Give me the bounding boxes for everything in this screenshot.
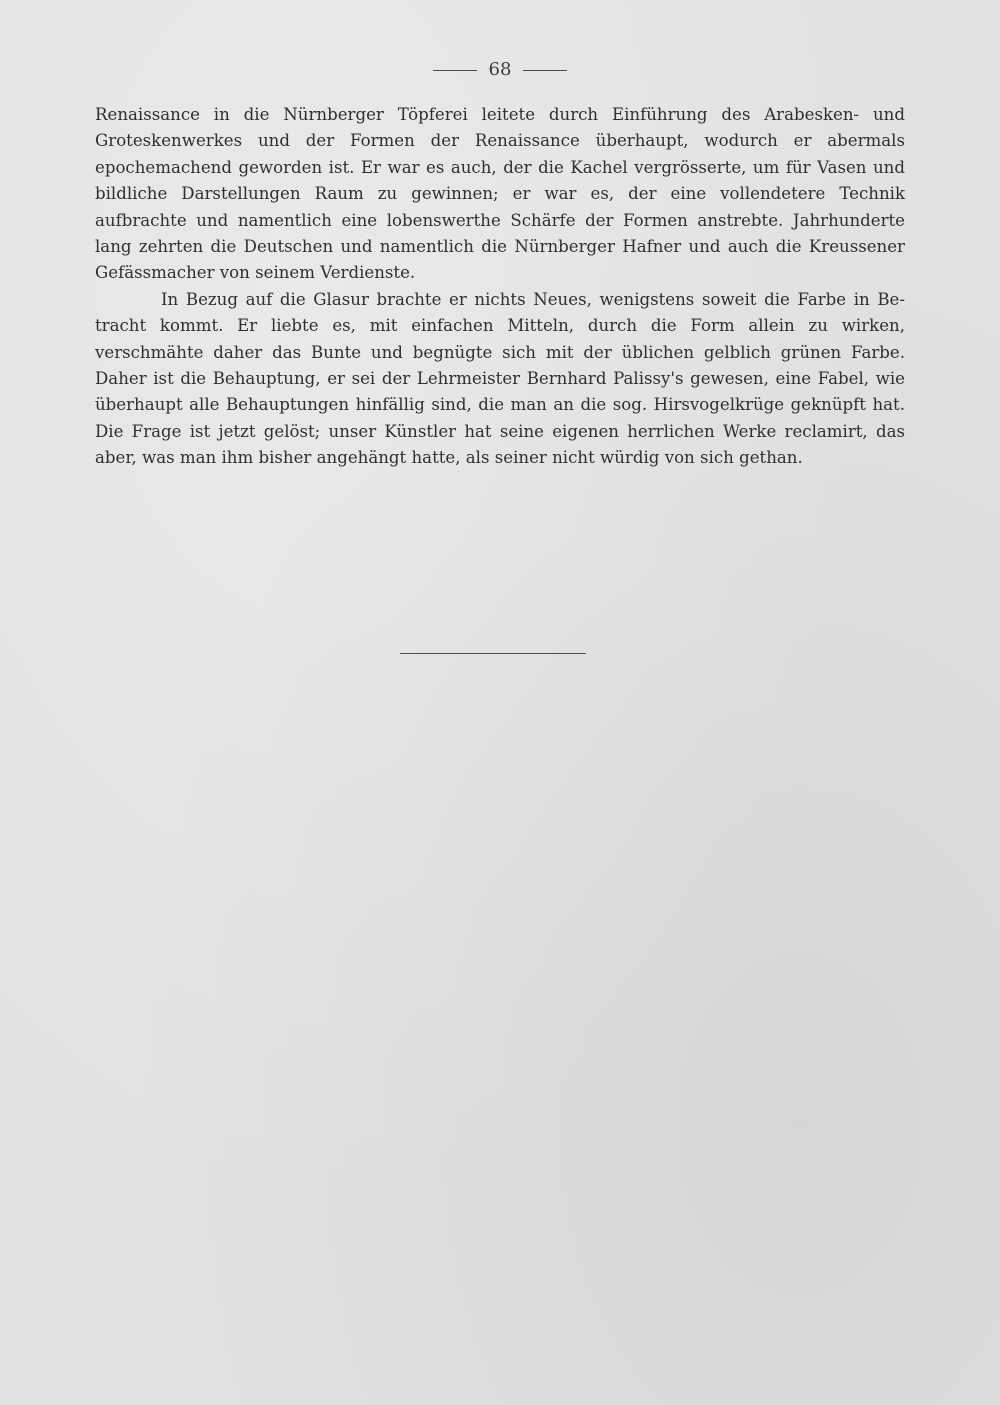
page-number-right-rule	[523, 70, 567, 71]
body-text	[95, 102, 905, 472]
paragraph-1: Renaissance in die Nürnberger Töpferei leitete durch Einführung des Arabesken- und Groteskenwerkes und der Formen der Renaissance überhaupt, wodurch er abermals epochemachend geworden ist. Er war es auch, der die Kachel vergrösserte, um für Vasen und bildliche Darstellungen Raum zu gewinnen; er war es, der eine vollendetere Technik aufbrachte und namentlich eine lobenswerthe Schärfe der Formen anstrebte. Jahrhunderte lang zehrten die Deutschen und namentlich die Nürnberger Hafner und auch die Kreussener Gefässmacher von seinem Verdienste.	[95, 105, 905, 283]
page-number-header	[0, 58, 1000, 82]
paragraph-2: In Bezug auf die Glasur brachte er nichts Neues, wenigstens soweit die Farbe in Betracht kommt. Er liebte es, mit einfachen Mitteln, durch die Form allein zu wirken, verschmähte daher das Bunte und begnügte sich mit der üblichen gelblich grünen Farbe. Daher ist die Behauptung, er sei der Lehrmeister Bernhard Palissy's gewesen, eine Fabel, wie überhaupt alle Behauptungen hinfällig sind, die man an die sog. Hirsvogelkrüge geknüpft hat. Die Frage ist jetzt gelöst; unser Künstler hat seine eigenen herrlichen Werke reclamirt, das aber, was man ihm bisher angehängt hatte, als seiner nicht würdig von sich gethan.	[95, 289, 905, 468]
page-number: 68	[488, 59, 512, 80]
page-number-left-rule	[433, 70, 477, 71]
section-end-rule	[400, 653, 586, 654]
